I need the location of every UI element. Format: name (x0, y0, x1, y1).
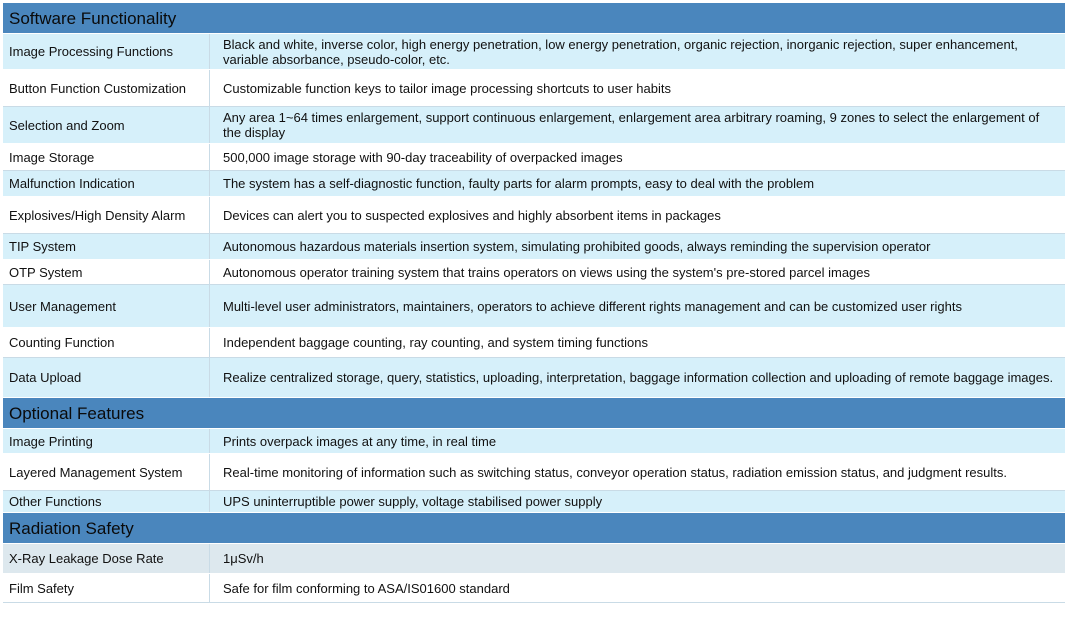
table-row-image-processing-functions (3, 34, 1065, 70)
row-label: Selection and Zoom (3, 107, 210, 143)
row-label: User Management (3, 285, 210, 327)
row-label: Malfunction Indication (3, 171, 210, 196)
row-value: Multi-level user administrators, maintainers, operators to achieve different rights management and can be customized user rights (223, 298, 962, 314)
row-value: Real-time monitoring of information such as switching status, conveyor operation status, radiation emission status, and judgment results. (223, 464, 1007, 480)
row-label: Layered Management System (3, 454, 210, 490)
table-row-data-upload (3, 358, 1065, 398)
row-value: Safe for film conforming to ASA/IS01600 standard (223, 580, 510, 596)
row-label: TIP System (3, 234, 210, 259)
table-row-layered-management-system (3, 454, 1065, 491)
row-value: 500,000 image storage with 90-day traceability of overpacked images (223, 149, 623, 165)
table-row-image-printing (3, 429, 1065, 454)
row-label: OTP System (3, 260, 210, 284)
table-row-selection-and-zoom (3, 107, 1065, 144)
row-label: X-Ray Leakage Dose Rate (3, 544, 210, 573)
table-row-malfunction-indication (3, 171, 1065, 197)
table-row-button-function-customization (3, 70, 1065, 107)
table-row-other-functions (3, 491, 1065, 513)
row-value: Black and white, inverse color, high energy penetration, low energy penetration, organic rejection, inorganic rejection, super enhancement, variable absorbance, pseudo-color, etc. (223, 36, 1018, 67)
row-label: Image Processing Functions (3, 34, 210, 69)
row-value: Any area 1~64 times enlargement, support continuous enlargement, enlargement area arbitrary roaming, 9 zones to select the enlargement of the display (223, 110, 1040, 140)
table-row-counting-function (3, 328, 1065, 358)
table-row-user-management (3, 285, 1065, 328)
row-value: Prints overpack images at any time, in real time (223, 433, 497, 449)
section-header-software-functionality: Software Functionality (3, 3, 1065, 34)
row-value: Devices can alert you to suspected explosives and highly absorbent items in packages (223, 207, 721, 223)
table-row-image-storage (3, 144, 1065, 171)
table-row-film-safety (3, 574, 1065, 603)
row-label: Button Function Customization (3, 70, 210, 106)
row-label: Explosives/High Density Alarm (3, 197, 210, 233)
table-row-x-ray-leakage-dose-rate (3, 544, 1065, 574)
row-value: Realize centralized storage, query, statistics, uploading, interpretation, baggage information collection and uploading of remote baggage images. (223, 370, 1054, 385)
row-value: Customizable function keys to tailor image processing shortcuts to user habits (223, 80, 671, 96)
table-row-explosives-high-density-alarm (3, 197, 1065, 234)
row-value: The system has a self-diagnostic function, faulty parts for alarm prompts, easy to deal with the problem (223, 176, 815, 191)
row-value: Autonomous operator training system that trains operators on views using the system's pre-stored parcel images (223, 264, 871, 280)
row-value: Independent baggage counting, ray counting, and system timing functions (223, 335, 648, 350)
row-label: Image Printing (3, 429, 210, 453)
row-label: Image Storage (3, 144, 210, 170)
row-label: Counting Function (3, 328, 210, 357)
row-label: Film Safety (3, 574, 210, 602)
section-header-radiation-safety: Radiation Safety (3, 513, 1065, 544)
section-header-optional-features: Optional Features (3, 398, 1065, 429)
row-value: UPS uninterruptible power supply, voltage stabilised power supply (223, 494, 603, 509)
row-label: Data Upload (3, 358, 210, 397)
row-value: Autonomous hazardous materials insertion system, simulating prohibited goods, always reminding the supervision operator (223, 239, 931, 254)
spec-table (3, 3, 1065, 603)
table-row-otp-system (3, 260, 1065, 285)
table-row-tip-system (3, 234, 1065, 260)
row-label: Other Functions (3, 491, 210, 512)
row-value: 1μSv/h (223, 551, 264, 566)
